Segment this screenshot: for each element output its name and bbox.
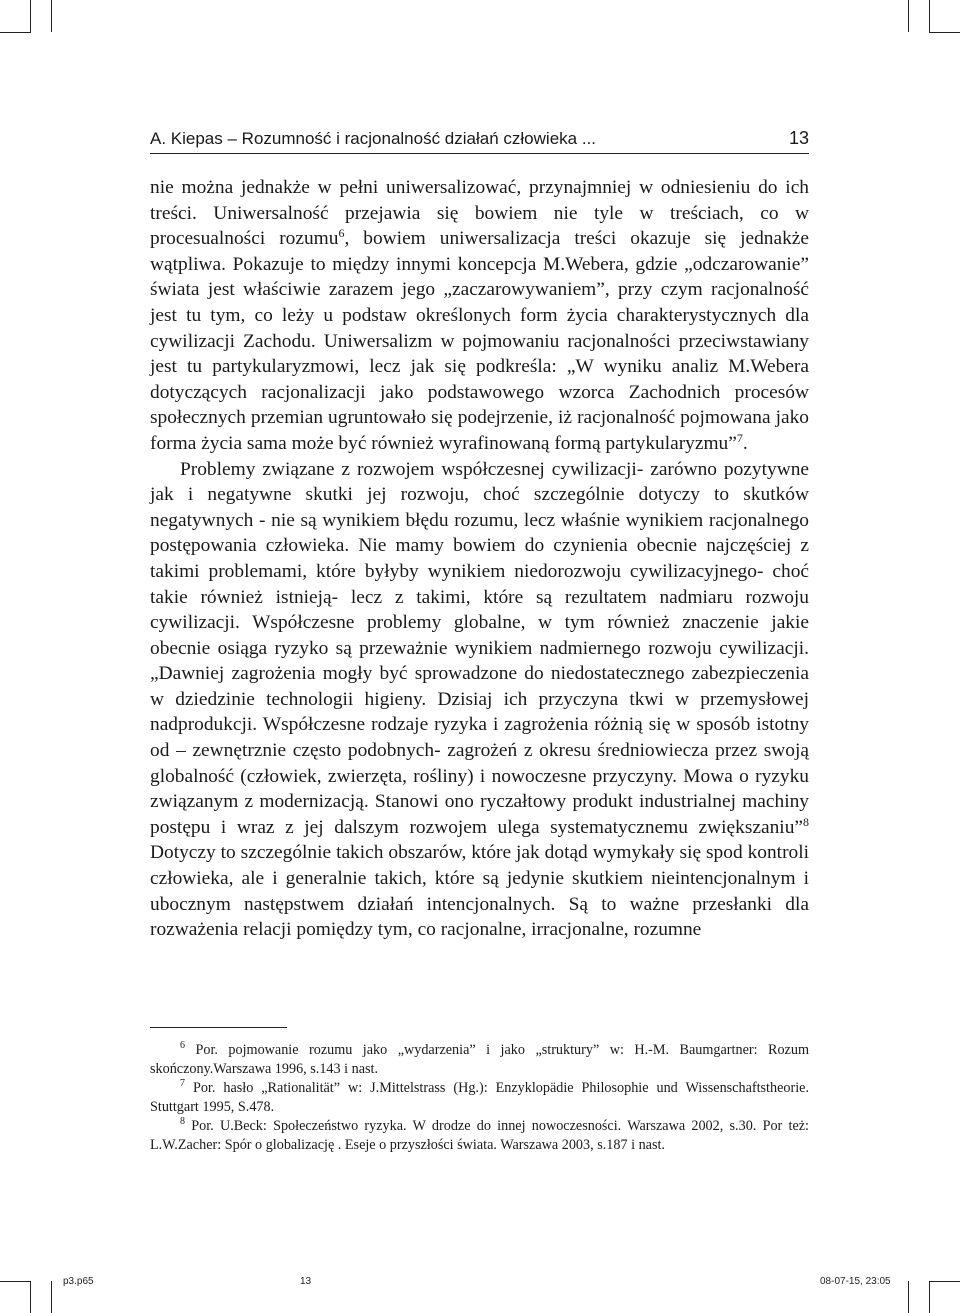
footnote-6: $^6$ Por. pojmowanie rozumu jako „wydarzenia” i jako „struktury” w: H.-M. Baumgartner: Rozum skończony.Warszawa 1996, s.143 i nast. xyxy=(150,1040,809,1077)
crop-mark xyxy=(908,0,909,32)
running-title: A. Kiepas – Rozumność i racjonalność działań człowieka ... xyxy=(150,129,596,148)
header-rule xyxy=(150,153,809,154)
crop-mark xyxy=(51,1281,52,1313)
crop-mark xyxy=(929,32,960,33)
footnote-8: $^8$ Por. U.Beck: Społeczeństwo ryzyka. W drodze do innej nowoczesności. Warszawa 2002, s.30. Por też: L.W.Zacher: Spór o globalizację . Eseje o przyszłości świata. Warszawa 2003, s.187 i nast. xyxy=(150,1116,809,1153)
footnote-ref-8: 8 xyxy=(803,814,809,829)
footnotes xyxy=(150,1041,809,1155)
body-text xyxy=(150,175,809,943)
running-header xyxy=(150,128,809,149)
footnote-rule xyxy=(150,1027,287,1028)
slug-timestamp: 08-07-15, 23:05 xyxy=(820,1276,891,1287)
slug-page: 13 xyxy=(300,1276,312,1287)
crop-mark xyxy=(929,1281,930,1313)
slug-file: p3.p65 xyxy=(63,1276,94,1287)
crop-mark xyxy=(908,1281,909,1313)
footnote-7: $^7$ Por. hasło „Rationalität” w: J.Mittelstrass (Hg.): Enzyklopädie Philosophie und Wissenschaftstheorie. Stuttgart 1995, S.478. xyxy=(150,1078,809,1115)
footnote-ref-7: 7 xyxy=(736,430,743,445)
crop-mark xyxy=(30,0,31,32)
footnote-ref-6: 6 xyxy=(338,226,345,241)
paragraph-2: Problemy związane z rozwojem współczesnej cywilizacji- zarówno pozytywne jak i negatywne skutki jej rozwoju, choć szczególnie dotyczy to skutków negatywnych - nie są wynikiem błędu rozumu, lecz właśnie wynikiem racjonalnego postępowania człowieka. Nie mamy bowiem do czynienia obecnie najczęściej z takimi problemami, które byłyby wynikiem niedorozwoju cywilizacyjnego- choć takie również istnieją- lecz z takimi, które są rezultatem nadmiaru rozwoju cywilizacji. Współczesne problemy globalne, w tym również znaczenie jakie obecnie osiąga ryzyko są przeważnie wynikiem nadmiernego rozwoju cywilizacji. „Dawniej zagrożenia mogły być sprowadzone do niedostatecznego zabezpieczenia w dziedzinie technologii higieny. Dzisiaj ich przyczyna tkwi w przemysłowej nadprodukcji. Współczesne rodzaje ryzyka i zagrożenia różnią się w sposób istotny od – zewnętrznie często podobnych- zagrożeń z okresu średniowiecza przez swoją globalność (człowiek, zwierzęta, rośliny) i nowoczesne przyczyny. Mowa o ryzyku związanym z modernizacją. Stanowi ono ryczałtowy produkt industrialnej machiny postępu i wraz z jej dalszym rozwojem ulega systematycznemu zwiększaniu”$^8$ Dotyczy to szczególnie takich obszarów, które jak dotąd wymykały się spod kontroli człowieka, ale i generalnie takich, które są jedynie skutkiem nieintencjonalnym i ubocznym następstwem działań intencjonalnych. Są to ważne przesłanki dla rozważenia relacji pomiędzy tym, co racjonalne, irracjonalne, rozumne xyxy=(150,458,809,941)
crop-mark xyxy=(929,1281,960,1282)
crop-mark xyxy=(929,0,930,32)
paragraph-1: nie można jednakże w pełni uniwersalizować, przynajmniej w odniesieniu do ich treści. Uniwersalność przejawia się bowiem nie tyle w treściach, co w procesualności rozumu$^6$, bowiem uniwersalizacja treści okazuje się jednakże wątpliwa. Pokazuje to między innymi koncepcja M.Webera, gdzie „odczarowanie” świata jest właściwie zarazem jego „zaczarowywaniem”, przy czym racjonalność jest tu tym, co leży u podstaw określonych form życia charakterystycznych dla cywilizacji Zachodu. Uniwersalizm w pojmowaniu racjonalności przeciwstawiany jest tu partykularyzmowi, lecz jak się podkreśla: „W wyniku analiz M.Webera dotyczących racjonalizacji jako podstawowego wzorca Zachodnich procesów społecznych przemian ugruntowało się podejrzenie, iż racjonalność pojmowana jako forma życia sama może być również wyrafinowaną formą partykularyzmu”$^7$. xyxy=(150,177,809,454)
crop-mark xyxy=(0,32,31,33)
page-number: 13 xyxy=(788,128,809,148)
crop-mark xyxy=(30,1281,31,1313)
crop-mark xyxy=(51,0,52,32)
crop-mark xyxy=(0,1281,31,1282)
